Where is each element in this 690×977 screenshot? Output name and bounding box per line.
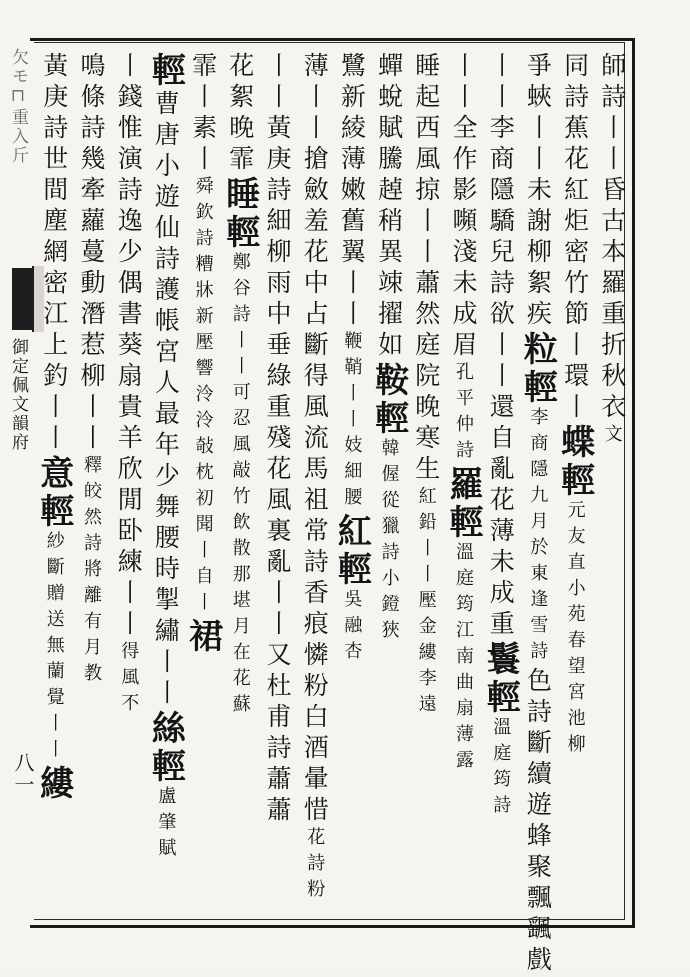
annotation-text: 紗斷贈送無蘭覺丨丨 (43, 531, 65, 765)
headword: 蝶輕 (554, 424, 595, 500)
text-column (405, 52, 447, 912)
text-column (107, 52, 149, 912)
annotation-text: 得風不 (118, 641, 140, 719)
body-text: 鳴條詩幾牽蘿蔓動潛惹柳丨丨 (77, 52, 106, 455)
body-text: 丨丨李商隱驕兒詩欲 (486, 52, 516, 331)
annotation-text: 花詩粉 (304, 827, 326, 905)
text-column (219, 52, 261, 912)
text-column (591, 52, 633, 912)
page-number: 八一 (11, 752, 35, 796)
body-text: 睡起西風掠丨丨蕭然庭院晚寒生 (411, 52, 441, 486)
headword: 縷 (33, 765, 74, 803)
body-text: 同詩蕉花紅炬密竹節丨環丨 (560, 52, 590, 424)
text-column (70, 52, 112, 912)
headword: 睡輕 (219, 176, 260, 252)
text-column (516, 52, 558, 977)
body-text: 黃庚詩世間塵網密江上釣丨丨 (39, 52, 69, 455)
spine-title-top: 欠モ⊓重入斤 (8, 48, 28, 165)
headword: 粒輕 (517, 331, 558, 407)
annotation-text: 李商隱九月於東逢雪詩 (527, 407, 549, 667)
body-text: 丨丨黃庚詩細柳雨中垂綠重殘花風裏亂丨丨又杜甫詩蕭蕭 (263, 52, 292, 827)
text-column (144, 52, 186, 912)
body-text: 薄丨丨搶斂羞花中占斷得風流馬祖常詩香痕憐粉白酒暈惜 (300, 52, 330, 827)
body-text: 蟬蛻賦騰趠稍異竦擢如 (374, 52, 404, 362)
text-column (182, 52, 224, 912)
annotation-text: 舜欽詩糟牀新壓響泠泠敧枕初聞丨自丨 (192, 176, 214, 618)
headword: 意輕 (33, 455, 74, 531)
headword: 裙 (182, 618, 223, 656)
annotation-text: 孔平仲詩 (453, 362, 474, 466)
text-column (293, 52, 335, 912)
body-text: 花絮晚霏 (225, 52, 255, 176)
text-column (368, 52, 410, 912)
annotation-text: 盧肇賦 (155, 786, 177, 864)
body-text: 爭蛺丨丨未謝柳絮疾 (523, 52, 553, 331)
annotation-text: 韓偓從獵詩小鐙狹 (378, 438, 400, 646)
body-text: 丨丨還自亂花薄未成重 (486, 331, 516, 641)
headword: 絲輕 (145, 710, 186, 786)
text-column (330, 52, 372, 912)
annotation-text: 溫庭筠詩 (490, 717, 512, 821)
spine-book-title: 御定佩文韻府 (8, 338, 28, 452)
body-text: 鷺新綾薄嫩舊翼丨丨 (337, 52, 367, 331)
annotation-text: 元友直小苑春望宮池柳 (564, 500, 586, 760)
headword: 鬟輕 (480, 641, 521, 717)
headword: 輕 (145, 52, 186, 90)
text-column (442, 52, 484, 912)
text-column (554, 52, 596, 912)
text-column (256, 52, 298, 912)
body-text: 師詩丨丨昏古本羅重折秋衣 (597, 52, 627, 424)
body-text: 曹唐小遊仙詩護帳宮人最年少舞腰時掣繡丨丨 (151, 90, 181, 710)
annotation-text: 釋皎然詩將離有月教 (81, 455, 102, 689)
text-column (479, 52, 521, 912)
annotation-text: 吳融杏 (341, 589, 363, 667)
text-column (33, 52, 75, 912)
annotation-text: 溫庭筠江南曲扇薄露 (453, 542, 474, 776)
annotation-text: 文 (601, 424, 623, 450)
headword: 羅輕 (443, 466, 483, 542)
body-text: 色詩斷續遊蜂聚飄颻戲 (523, 667, 553, 977)
annotation-text: 紅鉛丨丨壓金縷李遠 (415, 486, 437, 720)
body-text: 丨丨全作影嚬淺未成眉 (449, 52, 478, 362)
annotation-text: 鞭鞘丨丨妓細腰 (341, 331, 363, 513)
body-text: 丨錢惟演詩逸少偶書葵扇貴羊欣閒卧練丨丨 (114, 52, 144, 641)
annotation-text: 鄭谷詩丨丨可忍風敲竹飲散那堪月在花蘇 (229, 252, 251, 720)
headword: 鞍輕 (368, 362, 409, 438)
body-text: 霏丨素丨 (188, 52, 218, 176)
headword: 紅輕 (331, 513, 372, 589)
